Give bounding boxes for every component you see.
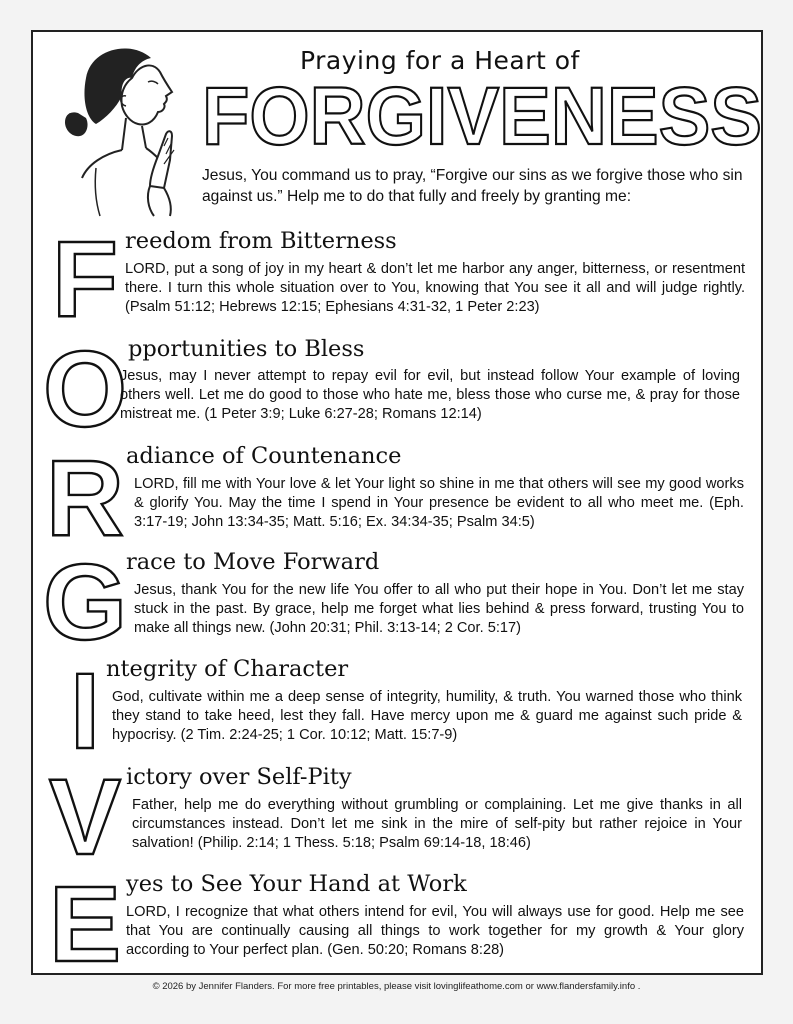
section-title: ictory over Self-Pity [126, 764, 352, 790]
svg-text:R: R [46, 437, 124, 558]
big-letter-f [50, 218, 120, 339]
svg-text:G: G [42, 541, 128, 662]
section-o [40, 328, 760, 449]
big-letter-r [46, 437, 124, 558]
section-title: yes to See Your Hand at Work [126, 871, 467, 897]
section-prayer-text: LORD, put a song of joy in my heart & don’t let me harbor any anger, bitterness, or resentment there. I turn this whole situation over to You, knowing that You see it all and will judge rightly. (Psalm 51:12; Hebrews 12:15; Ephesians 4:31-32, 1 Peter 2:23) [125, 261, 745, 315]
section-title: race to Move Forward [126, 549, 380, 575]
section-title: reedom from Bitterness [125, 228, 397, 254]
intro-text: Jesus, You command us to pray, “Forgive our sins as we forgive those who sin against us.” Help me to do that fully and freely by granting me: [202, 167, 743, 205]
praying-woman-illustration [56, 38, 196, 218]
svg-text:F: F [52, 218, 118, 339]
section-prayer-text: Jesus, may I never attempt to repay evil for evil, but instead follow Your example of loving others well. Let me do good to those who hate me, bless those who curse me, & pray for those mistreat me. (1 Peter 3:9; Luke 6:27-28; Romans 12:14) [120, 368, 740, 422]
section-prayer-text: God, cultivate within me a deep sense of integrity, humility, & truth. You warned those who think they stand to take heed, lest they fall. Have mercy upon me & guard me against such pride & hypocrisy. (2 Tim. 2:24-25; 1 Cor. 10:12; Matt. 15:7-9) [112, 689, 742, 743]
big-letter-v [48, 756, 122, 877]
section-title: adiance of Countenance [126, 443, 402, 469]
title-line-1: Praying for a Heart of [300, 46, 580, 75]
section-r [40, 437, 760, 558]
section-g [40, 541, 760, 662]
section-f [40, 218, 760, 339]
svg-text:FORGIVENESS: FORGIVENESS [202, 71, 762, 162]
section-v [40, 756, 760, 877]
section-i [40, 650, 760, 771]
svg-text:E: E [48, 863, 122, 984]
section-prayer-text: Jesus, thank You for the new life You offer to all who put their hope in You. Don’t let me stay stuck in the past. By grace, help me forget what lies behind & press forward, trusting You to make all things new. (John 20:31; Phil. 3:13-14; 2 Cor. 5:17) [134, 582, 744, 636]
big-letter-e [48, 863, 122, 984]
section-e [40, 863, 760, 984]
section-prayer-text: LORD, I recognize that what others intend for evil, You will always use for good. Help me see that You are continually causing all things to work together for my growth & Your glory according to Your perfect plan. (Gen. 50:20; Romans 8:28) [126, 904, 744, 958]
big-letter-o [42, 328, 128, 449]
section-title: ntegrity of Character [106, 656, 349, 682]
svg-text:O: O [42, 328, 128, 449]
title-forgiveness [200, 71, 770, 162]
big-letter-g [42, 541, 128, 662]
footer-copyright: © 2026 by Jennifer Flanders. For more free printables, please visit lovinglifeathome.com or www.flandersfamily.info . [152, 981, 641, 992]
section-title: pportunities to Bless [128, 336, 365, 362]
section-prayer-text: Father, help me do everything without grumbling or complaining. Let me give thanks in all circumstances instead. Don’t let me sink in the mire of self-pity but rather rejoice in Your salvation! (Philip. 2:14; 1 Thess. 5:18; Psalm 69:14-18, 18:46) [132, 797, 742, 851]
svg-text:V: V [48, 756, 122, 877]
svg-text:I: I [69, 650, 101, 771]
section-prayer-text: LORD, fill me with Your love & let Your light so shine in me that others will see my good works & glorify You. May the time I spend in Your presence be evident to all who meet me. (Eph. 3:17-19; John 13:34-35; Matt. 5:16; Ex. 34:34-35; Psalm 34:5) [134, 476, 744, 530]
